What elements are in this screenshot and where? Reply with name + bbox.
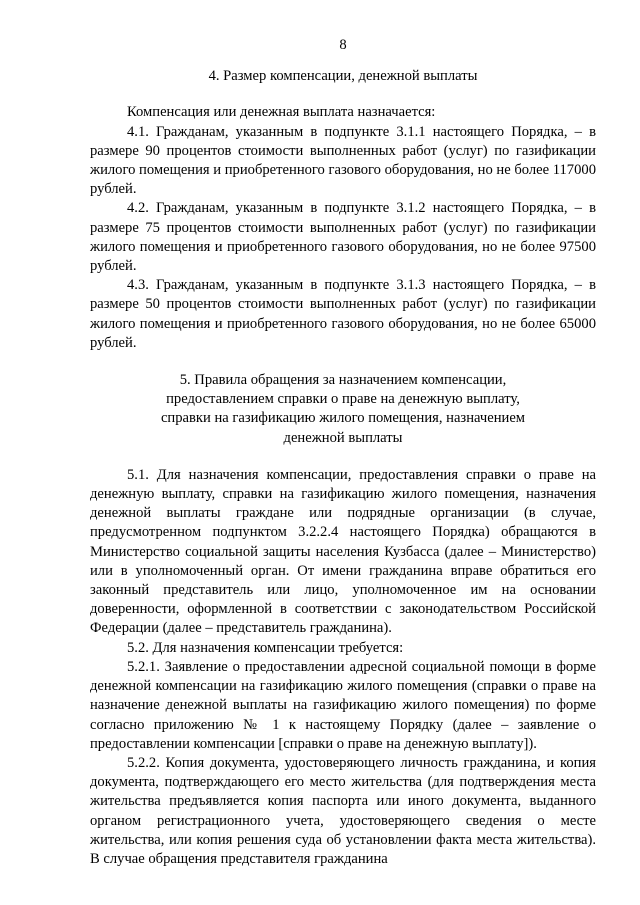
document-page [90, 36, 596, 869]
clause-4-2: 4.2. Гражданам, указанным в подпункте 3.1.2 настоящего Порядка, – в размере 75 процентов стоимости выполненных работ (услуг) по газификации жилого помещения и приобретенного газового оборудования, но не более 97500 рублей. [90, 200, 596, 275]
clause-5-1: 5.1. Для назначения компенсации, предоставления справки о праве на денежную выплату, справки на газификацию жилого помещения, назначения денежной выплаты граждане или подрядные организации (в случае, предусмотренном подпунктом 3.2.2.4 настоящего Порядка) обращаются в Министерство социальной защиты населения Кузбасса (далее – Министерство) или в уполномоченный орган. От имени гражданина вправе обратиться его законный представитель или лицо, уполномоченное им на основании доверенности, оформленной в соответствии с законодательством Российской Федерации (далее – представитель гражданина). [90, 466, 596, 637]
clause-4-3: 4.3. Гражданам, указанным в подпункте 3.1.3 настоящего Порядка, – в размере 50 процентов стоимости выполненных работ (услуг) по газификации жилого помещения и приобретенного газового оборудования, но не более 65000 рублей. [90, 277, 596, 351]
clause-5-2-1: 5.2.1. Заявление о предоставлении адресной социальной помощи в форме денежной компенсации на газификацию жилого помещения (справки о праве на назначение денежной выплаты на газификацию жилого помещения) по форме согласно приложению № 1 к настоящему Порядку (далее – заявление о предоставлении компенсации [справки о праве на денежную выплату]). [90, 658, 596, 752]
section-4-intro: Компенсация или денежная выплата назначается: [127, 104, 436, 121]
clause-5-2: 5.2. Для назначения компенсации требуется: [127, 639, 404, 656]
clause-5-2-2: 5.2.2. Копия документа, удостоверяющего личность гражданина, и копия документа, подтверждающего его место жительства (для подтверждения места жительства предъявляется копия паспорта или иного документа, выданного органом регистрационного учета, удостоверяющего сведения о месте жительства, или копия решения суда об установлении факта места жительства). В случае обращения представителя гражданина [90, 754, 596, 867]
section-4-heading: 4. Размер компенсации, денежной выплаты [208, 68, 478, 85]
page-number: 8 [339, 37, 347, 53]
section-5-heading-line: предоставлением справки о праве на денежную выплату, [166, 391, 520, 408]
section-5-heading-line: 5. Правила обращения за назначением компенсации, [179, 372, 507, 389]
section-5-heading-line: денежной выплаты [283, 429, 403, 446]
section-5-heading-line: справки на газификацию жилого помещения, назначением [160, 410, 526, 427]
section-5-heading [90, 371, 596, 448]
clause-4-1: 4.1. Гражданам, указанным в подпункте 3.1.1 настоящего Порядка, – в размере 90 процентов стоимости выполненных работ (услуг) по газификации жилого помещения и приобретенного газового оборудования, но не более 117000 рублей. [90, 123, 596, 198]
